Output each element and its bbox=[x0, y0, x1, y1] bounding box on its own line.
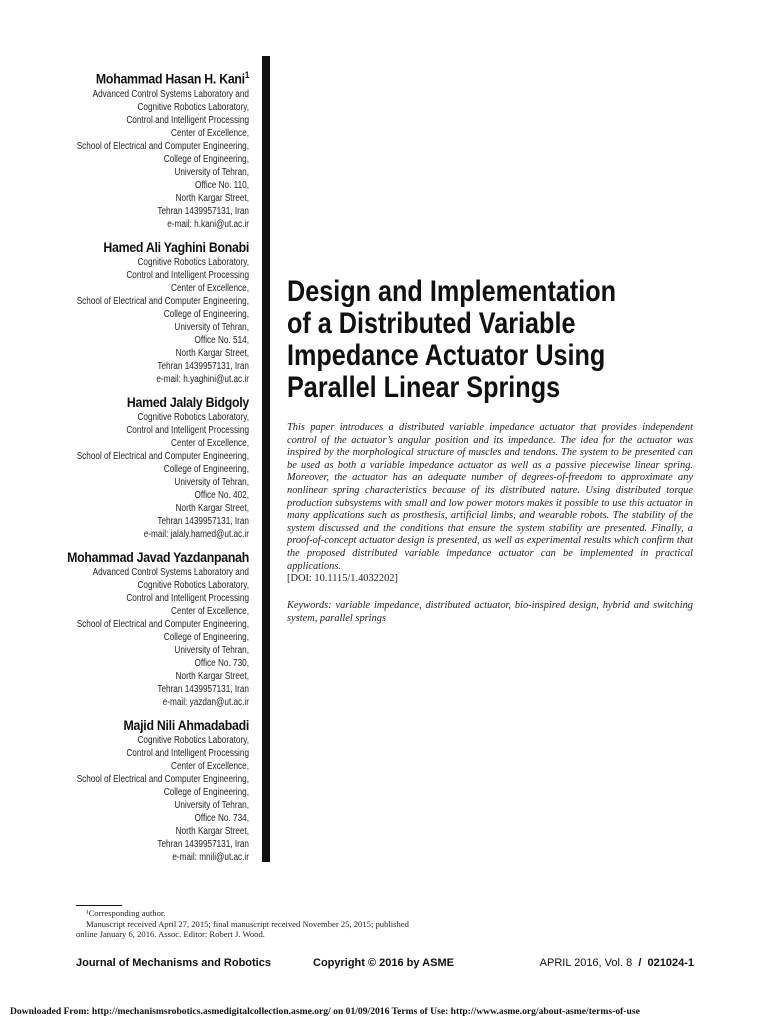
affiliation-line: Cognitive Robotics Laboratory, bbox=[137, 256, 249, 268]
paper-title bbox=[287, 276, 687, 404]
issue-info bbox=[540, 957, 694, 969]
affiliation-line: North Kargar Street, bbox=[175, 192, 249, 204]
affiliation-line: School of Electrical and Computer Engineering, bbox=[76, 140, 249, 152]
affiliation-line: Office No. 402, bbox=[194, 489, 249, 501]
affiliation-line: School of Electrical and Computer Engineering, bbox=[76, 450, 249, 462]
author-name: Hamed Jalaly Bidgoly bbox=[126, 393, 249, 410]
download-notice: Downloaded From: http://mechanismsrobotics.asmedigitalcollection.asme.org/ on 01/09/2016 Terms of Use: http://www.asme.org/about-asme/terms-of-use bbox=[10, 1006, 640, 1017]
title-line: Design and Implementation bbox=[287, 275, 617, 308]
author-block bbox=[20, 393, 249, 541]
manuscript-history: Manuscript received April 27, 2015; final manuscript received November 25, 2015; published online January 6, 2016. Assoc. Editor: Robert J. Wood. bbox=[76, 918, 409, 940]
author-block bbox=[20, 238, 249, 386]
title-line: Parallel Linear Springs bbox=[287, 371, 561, 404]
footnote bbox=[76, 908, 416, 940]
issue-date-volume: APRIL 2016, Vol. 8 bbox=[539, 957, 633, 969]
journal-name: Journal of Mechanisms and Robotics bbox=[76, 957, 271, 969]
author-email: e-mail: yazdan@ut.ac.ir bbox=[162, 696, 249, 708]
affiliation-line: North Kargar Street, bbox=[175, 670, 249, 682]
author-name: Majid Nili Ahmadabadi bbox=[123, 716, 249, 733]
copyright: Copyright © 2016 by ASME bbox=[313, 957, 454, 969]
affiliation-line: Tehran 1439957131, Iran bbox=[157, 360, 249, 372]
affiliation-line: Control and Intelligent Processing bbox=[126, 424, 249, 436]
affiliation-line: Cognitive Robotics Laboratory, bbox=[137, 101, 249, 113]
author-email: e-mail: h.kani@ut.ac.ir bbox=[167, 218, 249, 230]
affiliation-line: Office No. 730, bbox=[194, 657, 249, 669]
affiliation-line: Cognitive Robotics Laboratory, bbox=[137, 579, 249, 591]
affiliation-line: University of Tehran, bbox=[174, 644, 249, 656]
vertical-divider bbox=[262, 56, 270, 862]
affiliation-line: School of Electrical and Computer Engineering, bbox=[76, 618, 249, 630]
author-name: Hamed Ali Yaghini Bonabi bbox=[103, 238, 249, 255]
affiliation-line: University of Tehran, bbox=[174, 799, 249, 811]
author-block bbox=[20, 66, 249, 231]
author-name: Mohammad Hasan H. Kani$^1$ bbox=[95, 70, 249, 87]
abstract bbox=[287, 422, 693, 586]
affiliation-line: Control and Intelligent Processing bbox=[126, 747, 249, 759]
affiliation-line: Cognitive Robotics Laboratory, bbox=[137, 734, 249, 746]
affiliation-line: School of Electrical and Computer Engineering, bbox=[76, 295, 249, 307]
affiliation-line: College of Engineering, bbox=[163, 786, 249, 798]
affiliation-line: Center of Excellence, bbox=[171, 127, 249, 139]
affiliation-line: North Kargar Street, bbox=[175, 347, 249, 359]
affiliation-line: Center of Excellence, bbox=[171, 282, 249, 294]
affiliation-line: Tehran 1439957131, Iran bbox=[157, 838, 249, 850]
corresponding-author-note: ¹Corresponding author. bbox=[86, 908, 166, 918]
affiliation-line: Center of Excellence, bbox=[171, 605, 249, 617]
author-email: e-mail: mnili@ut.ac.ir bbox=[172, 851, 249, 863]
author-email: e-mail: h.yaghini@ut.ac.ir bbox=[156, 373, 249, 385]
doi: [DOI: 10.1115/1.4032202] bbox=[287, 573, 398, 585]
affiliation-line: University of Tehran, bbox=[174, 166, 249, 178]
author-list bbox=[20, 66, 249, 871]
article-number: 021024-1 bbox=[647, 957, 694, 969]
affiliation-line: University of Tehran, bbox=[174, 321, 249, 333]
title-line: of a Distributed Variable bbox=[287, 307, 576, 340]
author-email: e-mail: jalaly.hamed@ut.ac.ir bbox=[143, 528, 249, 540]
affiliation-line: Office No. 110, bbox=[195, 179, 249, 191]
affiliation-line: Control and Intelligent Processing bbox=[126, 114, 249, 126]
affiliation-line: Office No. 734, bbox=[194, 812, 249, 824]
affiliation-line: College of Engineering, bbox=[163, 463, 249, 475]
affiliation-line: University of Tehran, bbox=[174, 476, 249, 488]
affiliation-line: Tehran 1439957131, Iran bbox=[157, 515, 249, 527]
affiliation-line: Center of Excellence, bbox=[171, 437, 249, 449]
affiliation-line: North Kargar Street, bbox=[175, 502, 249, 514]
author-block bbox=[20, 548, 249, 709]
affiliation-line: Center of Excellence, bbox=[171, 760, 249, 772]
affiliation-line: Control and Intelligent Processing bbox=[126, 269, 249, 281]
affiliation-line: Tehran 1439957131, Iran bbox=[157, 683, 249, 695]
affiliation-line: College of Engineering, bbox=[163, 153, 249, 165]
affiliation-line: Control and Intelligent Processing bbox=[126, 592, 249, 604]
author-name: Mohammad Javad Yazdanpanah bbox=[67, 548, 250, 565]
affiliation-line: Advanced Control Systems Laboratory and bbox=[92, 566, 249, 578]
footnote-divider bbox=[76, 905, 122, 906]
affiliation-line: Office No. 514, bbox=[194, 334, 249, 346]
affiliation-line: Advanced Control Systems Laboratory and bbox=[92, 88, 249, 100]
keywords: Keywords: variable impedance, distributed actuator, bio-inspired design, hybrid and switching system, parallel springs bbox=[287, 600, 693, 624]
affiliation-line: Tehran 1439957131, Iran bbox=[157, 205, 249, 217]
affiliation-line: School of Electrical and Computer Engineering, bbox=[76, 773, 249, 785]
affiliation-line: College of Engineering, bbox=[163, 308, 249, 320]
abstract-text: This paper introduces a distributed variable impedance actuator that provides independent control of the actuator’s angular position and its impedance. The idea for the actuator was inspired by the morphological structure of muscles and tendons. The system to be presented can be used as both a variable impedance actuator as well as a passive piecewise linear spring. Moreover, the actuator has an adequate number of degrees-of-freedom to approximate any nonlinear spring characteristics because of its distributed nature. Using distributed torque production subsystems with small and low power motors makes it possible to use this actuator in many applications such as prosthesis, artificial limbs, and wearable robots. The stability of the system discussed and the conditions that ensure the system stability are presented. Finally, a proof-of-concept actuator design is presented, as well as experimental results which confirm that the proposed distributed variable impedance actuator can be implemented in practical applications. bbox=[287, 422, 693, 572]
affiliation-line: College of Engineering, bbox=[163, 631, 249, 643]
affiliation-line: Cognitive Robotics Laboratory, bbox=[137, 411, 249, 423]
page-footer bbox=[76, 957, 694, 973]
author-block bbox=[20, 716, 249, 864]
affiliation-line: North Kargar Street, bbox=[175, 825, 249, 837]
issue-separator: / bbox=[638, 957, 642, 969]
footnote-marker: 1 bbox=[244, 70, 249, 80]
title-line: Impedance Actuator Using bbox=[287, 339, 606, 372]
